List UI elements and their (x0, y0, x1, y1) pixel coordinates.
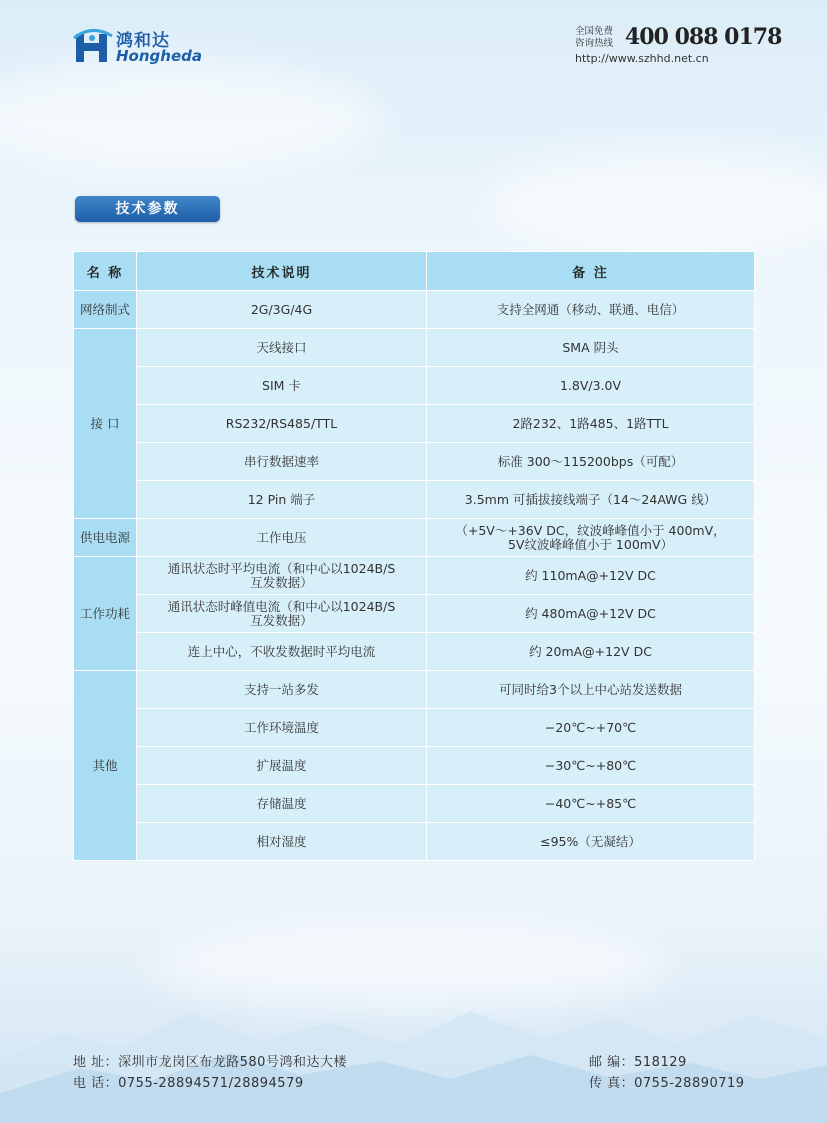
note-cell: 3.5mm 可插拔接线端子（14〜24AWG 线） (427, 481, 755, 519)
note-cell: 可同时给3个以上中心站发送数据 (427, 671, 755, 709)
table-row (74, 329, 755, 367)
note-cell: 约 20mA@+12V DC (427, 633, 755, 671)
note-cell: 1.8V/3.0V (427, 367, 755, 405)
category-cell: 工作功耗 (74, 557, 137, 671)
description-cell: SIM 卡 (137, 367, 427, 405)
table-row (74, 557, 755, 595)
description-cell: 串行数据速率 (137, 443, 427, 481)
website-url: http://www.szhhd.net.cn (575, 52, 709, 65)
description-cell: 通讯状态时峰值电流（和中心以1024B/S 互发数据） (137, 595, 427, 633)
description-cell: 存储温度 (137, 785, 427, 823)
mountain-background (0, 953, 827, 1123)
description-cell: 工作环境温度 (137, 709, 427, 747)
note-cell: 约 110mA@+12V DC (427, 557, 755, 595)
table-row (74, 519, 755, 557)
logo-chinese-name: 鸿和达 (116, 31, 170, 51)
table-row (74, 633, 755, 671)
category-cell: 其他 (74, 671, 137, 861)
description-cell: 支持一站多发 (137, 671, 427, 709)
note-cell: ≤95%（无凝结） (427, 823, 755, 861)
footer-phone: 电 话：0755-28894571/28894579 (73, 1076, 304, 1091)
background-cloud (480, 150, 827, 260)
description-cell: RS232/RS485/TTL (137, 405, 427, 443)
description-cell: 相对湿度 (137, 823, 427, 861)
description-cell: 工作电压 (137, 519, 427, 557)
hotline-label-line-2: 咨询热线 (575, 38, 614, 49)
logo-h-icon (72, 26, 114, 66)
description-cell: 通讯状态时平均电流（和中心以1024B/S 互发数据） (137, 557, 427, 595)
table-row (74, 785, 755, 823)
category-cell: 接 口 (74, 329, 137, 519)
note-cell: 约 480mA@+12V DC (427, 595, 755, 633)
logo-english-name: Honghedа (116, 47, 202, 65)
note-cell: （+5V～+36V DC，纹波峰峰值小于 400mV， 5V纹波峰峰值小于 100mV） (427, 519, 755, 557)
note-cell: −20℃~+70℃ (427, 709, 755, 747)
hotline-block (575, 24, 782, 70)
description-cell: 12 Pin 端子 (137, 481, 427, 519)
footer-fax: 传 真：0755-28890719 (589, 1076, 745, 1091)
description-cell: 2G/3G/4G (137, 291, 427, 329)
note-cell: 2路232、1路485、1路TTL (427, 405, 755, 443)
footer-postcode: 邮 编：518129 (589, 1055, 687, 1070)
table-row (74, 481, 755, 519)
description-cell: 扩展温度 (137, 747, 427, 785)
table-row (74, 291, 755, 329)
category-cell: 供电电源 (74, 519, 137, 557)
header-note: 备 注 (427, 252, 755, 291)
table-row (74, 367, 755, 405)
table-row (74, 709, 755, 747)
hotline-label (575, 26, 613, 50)
table-row (74, 443, 755, 481)
table-row (74, 671, 755, 709)
company-logo (72, 24, 212, 68)
note-cell: −40℃~+85℃ (427, 785, 755, 823)
description-cell: 连上中心，不收发数据时平均电流 (137, 633, 427, 671)
table-header-row (74, 252, 755, 291)
header-description: 技术说明 (137, 252, 427, 291)
footer-address: 地 址：深圳市龙岗区布龙路580号鸿和达大楼 (73, 1055, 347, 1070)
note-cell: −30℃~+80℃ (427, 747, 755, 785)
note-cell: SMA 阴头 (427, 329, 755, 367)
description-cell: 天线接口 (137, 329, 427, 367)
hotline-number: 400 088 0178 (625, 24, 782, 50)
note-cell: 支持全网通（移动、联通、电信） (427, 291, 755, 329)
section-title: 技术参数 (75, 196, 220, 222)
table-row (74, 405, 755, 443)
hotline-label-line-1: 全国免费 (575, 26, 614, 37)
table-row (74, 823, 755, 861)
note-cell: 标准 300～115200bps（可配） (427, 443, 755, 481)
table-row (74, 595, 755, 633)
background-cloud (0, 60, 380, 180)
spec-table (73, 251, 755, 861)
header-name: 名 称 (74, 252, 137, 291)
table-row (74, 747, 755, 785)
category-cell: 网络制式 (74, 291, 137, 329)
